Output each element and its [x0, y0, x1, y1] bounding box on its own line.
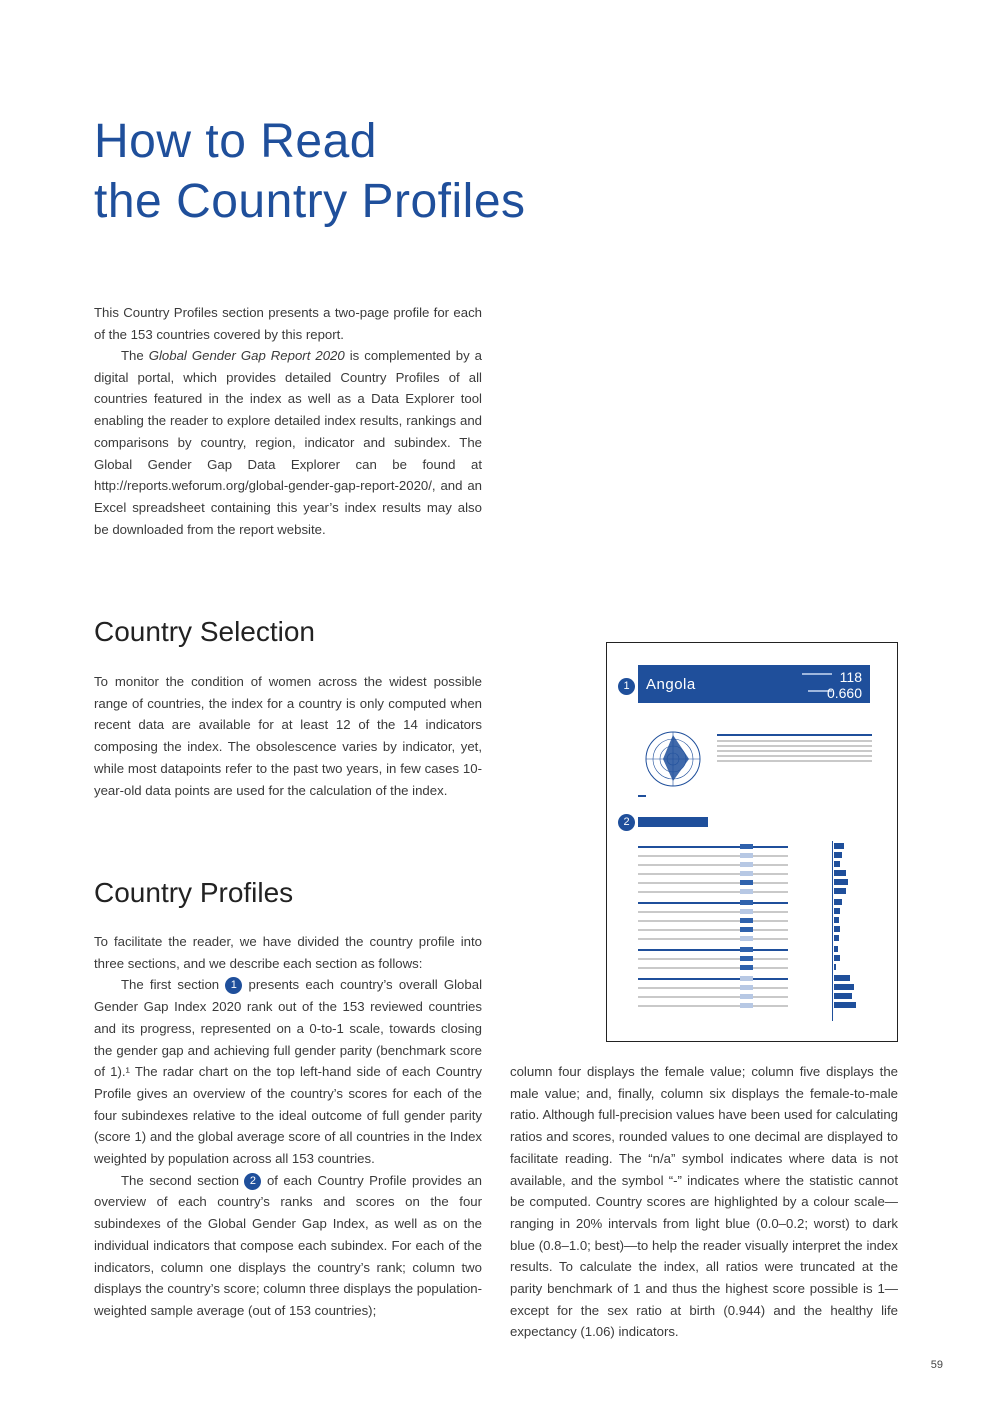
- parity-line: [832, 841, 833, 1021]
- country-profiles-paragraphs: To facilitate the reader, we have divided the country profile into three sections, and we describe each section as follows: The first section 1 presents each country’s overall Global Gender Gap Index 2020 rank out of the 153 reviewed countries and its progress, represented on a 0-to-1 scale, towards closing the gender gap and achieving full gender parity (benchmark score of 1).¹ The radar chart on the top left-hand side of each Country Profile gives an overview of the country’s scores for each of the four subindexes relative to the ideal outcome of full gender parity (score 1) and the global average score of all countries in the Index weighted by population across all 153 countries. The second section 2 of each Country Profile provides an overview of each country’s ranks and scores on the four subindexes of the Global Gender Gap Index, as well as on the individual indicators that compose each subindex. For each of the indicators, column one displays the country’s rank; column two displays the country’s score; column three displays the population-weighted sample average (out of 153 countries);: [94, 934, 482, 1318]
- country-header-bar: [638, 665, 870, 703]
- intro-paragraph-2: The Global Gender Gap Report 2020 is complemented by a digital portal, which provides detailed Country Profiles of all countries featured in the index as well as a Data Explorer tool enabling the reader to explore detailed index results, rankings and comparisons by country, region, indicator and subindex. The Global Gender Gap Data Explorer can be found at http://reports.weforum.org/global-gender-gap-report-2020/, and an Excel spreadsheet containing this year’s index results may also be downloaded from the report website.: [94, 348, 482, 537]
- report-title-emphasis: Global Gender Gap Report 2020: [148, 348, 345, 363]
- section-2-header-bar: [638, 817, 708, 827]
- title-line-2: the Country Profiles: [94, 175, 526, 228]
- section-1-badge: 1: [225, 977, 242, 994]
- country-name: Angola: [646, 676, 696, 693]
- country-profiles-paragraph-continued: column four displays the female value; column five displays the male value; and, finally, column six displays the female-to-male ratio. Although full-precision values have been used for calculating ratios and scores, rounded values to one decimal are displayed to facilitate reading. The “n/a” symbol indicates where data is not available, and the symbol “-” indicates where the statistic cannot be computed. Country scores are highlighted by a colour scale—ranging in 20% intervals from light blue (0.0–0.2; worst) to dark blue (0.8–1.0; best)—to help the reader visually interpret the index results. To calculate the index, all ratios were truncated at the parity benchmark of 1 and thus the highest score possible is 1—except for the sex ratio at birth (0.944) and the healthy life expectancy (1.06) indicators.: [510, 1064, 898, 1340]
- title-line-1: How to Read: [94, 115, 377, 168]
- figure-section-1-badge: 1: [618, 678, 635, 695]
- radar-chart: [643, 729, 703, 789]
- country-selection-heading: Country Selection: [94, 616, 316, 647]
- radar-legend-swatch: [638, 795, 646, 797]
- page-title: [94, 112, 526, 232]
- page-number: 59: [930, 1359, 943, 1371]
- intro-paragraph-1: This Country Profiles section presents a two-page profile for each of the 153 countries covered by this report.: [94, 305, 482, 342]
- country-selection-paragraph: To monitor the condition of women across the widest possible range of countries, the index for a country is only computed when recent data are available for at least 12 of the 14 indicators composing the index. The obsolescence varies by indicator, yet, while most datapoints refer to the past two years, in few cases 10-year-old data points are used for the calculation of the index.: [94, 674, 482, 798]
- country-score: 0.660: [826, 685, 862, 701]
- figure-section-2-badge: 2: [618, 814, 635, 831]
- country-profiles-heading: Country Profiles: [94, 877, 294, 908]
- section-2-badge: 2: [244, 1173, 261, 1190]
- country-rank: 118: [839, 669, 862, 685]
- country-profile-sample-figure: [606, 642, 898, 1042]
